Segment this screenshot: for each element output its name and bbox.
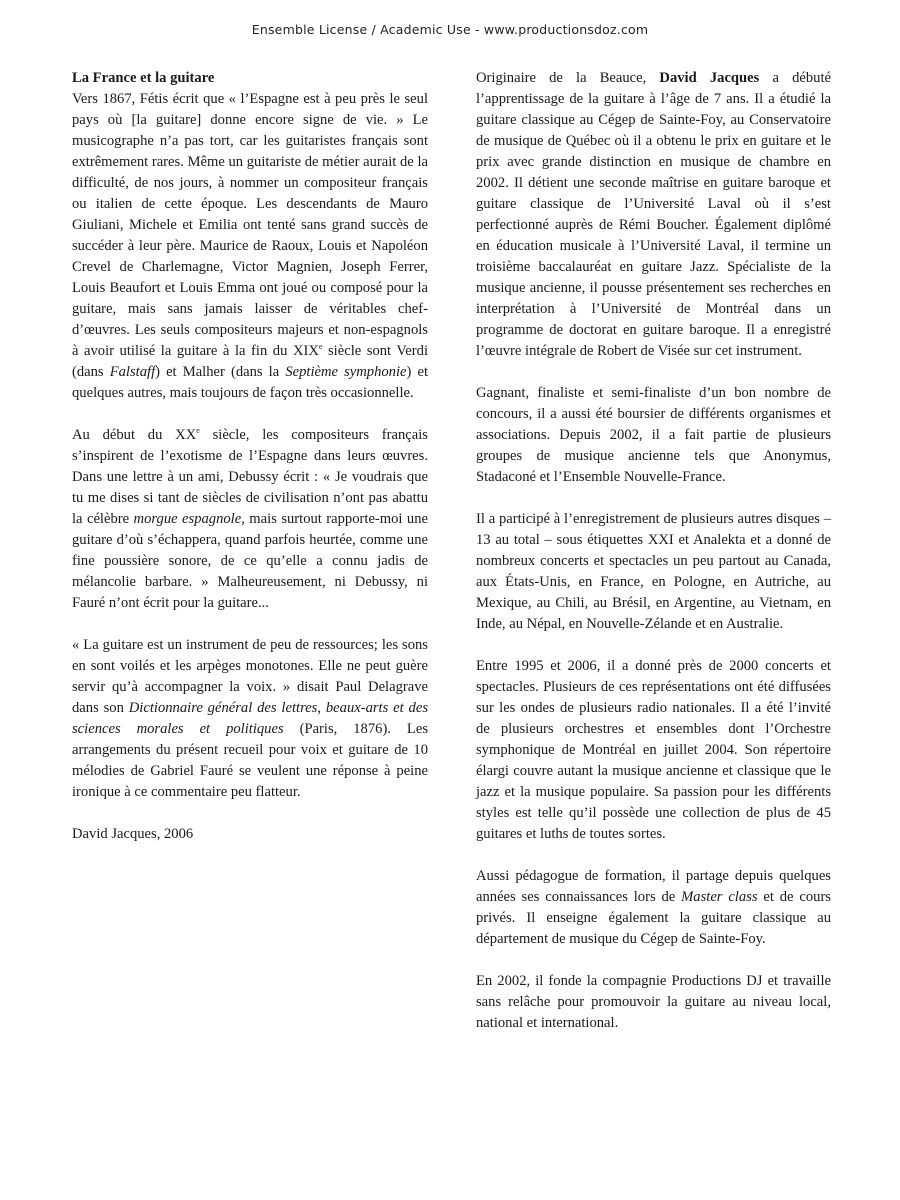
text-run: siècle sont Verdi (dans	[72, 343, 428, 380]
italic-title: Septième symphonie	[285, 364, 407, 380]
text-run: siècle, les compositeurs français s’inspirent de l’exotisme de l’Espagne dans leurs œuvres. Dans une lettre à un ami, Debussy écrit : « Je voudrais que tu me dises si tant de siècles de civilisation n’ont pas abattu la célèbre	[72, 427, 428, 527]
essay-paragraph-2	[72, 425, 428, 614]
italic-title: Dictionnaire général des lettres, beaux-arts et des sciences morales et politiques	[72, 700, 429, 737]
text-run: Originaire de la Beauce,	[476, 70, 660, 86]
text-run: a débuté l’apprentissage de la guitare à l’âge de 7 ans. Il a étudié la guitare classique au Cégep de Sainte-Foy, au Conservatoire de musique de Québec où il a obtenu le prix en guitare et le prix avec grande distinction en musique de chambre en 2002. Il détient une seconde maîtrise en guitare baroque et guitare classique de l’Université Laval où il s’est perfectionné auprès de Rémi Boucher. Également diplômé en éducation musicale à l’Université Laval, il termine un troisième baccalauréat en guitare Jazz. Spécialiste de la musique ancienne, il pousse présentement ses recherches en interprétation à l’Université de Montréal dans un programme de doctorat en guitare baroque. Il a enregistré l’œuvre intégrale de Robert de Visée sur cet instrument.	[476, 70, 831, 359]
signature: David Jacques, 2006	[72, 826, 194, 842]
text-run: Vers 1867, Fétis écrit que « l’Espagne est à peu près le seul pays où [la guitare] donne encore signe de vie. » Le musicographe n’a pas tort, car les guitaristes français sont extrêmement rares. Même un guitariste de métier aurait de la difficulté, de nos jours, à nommer un compositeur français ou italien de cette époque. Les descendants de Mauro Giuliani, Michele et Emilia ont tenté sans grand succès de succéder à leur père. Maurice de Raoux, Louis et Napoléon Crevel de Charlemagne, Victor Magnien, Joseph Ferrer, Louis Beaufort et Louis Emma ont joué ou composé pour la guitare, mais sans jamais laisser de véritables chef-d’œuvres. Les seuls compositeurs majeurs et non-espagnols à avoir utilisé la guitare à la fin du XIX	[72, 91, 428, 359]
artist-name: David Jacques	[659, 70, 760, 86]
text-run: et de cours privés. Il enseigne également la guitare classique au département de musique du Cégep de Sainte-Foy.	[476, 889, 831, 947]
bio-paragraph-3: Il a participé à l’enregistrement de plusieurs autres disques – 13 au total – sous étiquettes XXI et Analekta et a donné de nombreux concerts et spectacles un peu partout au Canada, aux États-Unis, en France, en Pologne, en Autriche, au Mexique, au Chili, au Brésil, en Argentine, au Vietnam, en Inde, au Népal, en Nouvelle-Zélande et en Australie.	[476, 511, 831, 632]
italic-phrase: morgue espagnole	[133, 511, 242, 527]
text-run: , mais surtout rapporte-moi une guitare d’où s’échappera, quand parfois heurtée, comme une fine poussière sonore, de ce qu’elle a connu jadis de mélancolie barbare. » Malheureusement, ni Debussy, ni Fauré n’ont écrit pour la guitare...	[72, 511, 428, 611]
bio-paragraph-4: Entre 1995 et 2006, il a donné près de 2000 concerts et spectacles. Plusieurs de ces représentations ont été diffusées sur les ondes de plusieurs radio nationales. Il a été l’invité de plusieurs orchestres et ensembles dont l’Orchestre symphonique de Montréal en juillet 2004. Son répertoire élargi couvre autant la musique ancienne et classique que le jazz et la musique populaire. Sa passion pour les différents styles est telle qu’il possède une collection de plus de 45 guitares et luths de toutes sortes.	[476, 658, 831, 842]
text-run: (Paris, 1876). Les arrangements du présent recueil pour voix et guitare de 10 mélodies de Gabriel Fauré se veulent une réponse à peine ironique à ce commentaire peu flatteur.	[72, 721, 428, 800]
left-column	[72, 68, 428, 866]
right-column	[476, 68, 831, 1055]
bio-paragraph-2: Gagnant, finaliste et semi-finaliste d’un bon nombre de concours, il a aussi été boursier de différents organismes et associations. Depuis 2002, il a fait partie de plusieurs groupes de musique ancienne tels que Anonymus, Stadaconé et l’Ensemble Nouvelle-France.	[476, 385, 831, 485]
essay-paragraph-3	[72, 635, 428, 803]
bio-paragraph-5	[476, 866, 831, 950]
superscript: e	[196, 426, 200, 436]
page-header: Ensemble License / Academic Use - www.productionsdoz.com	[251, 22, 649, 37]
bio-paragraph-6: En 2002, il fonde la compagnie Productions DJ et travaille sans relâche pour promouvoir la guitare au niveau local, national et international.	[476, 973, 831, 1031]
text-run: Au début du XX	[72, 427, 197, 443]
text-run: « La guitare est un instrument de peu de ressources; les sons en sont voilés et les arpèges monotones. Elle ne peut guère servir qu’à accompagner la voix. » disait Paul Delagrave dans son	[72, 637, 428, 716]
superscript: e	[318, 342, 323, 352]
text-run: ) et Malher (dans la	[155, 364, 286, 380]
text-run: ) et quelques autres, mais toujours de façon très occasionnelle.	[72, 364, 429, 401]
italic-title: Falstaff	[109, 364, 156, 380]
bio-paragraph-1	[476, 68, 831, 362]
essay-paragraph-1	[72, 68, 428, 404]
text-run: Aussi pédagogue de formation, il partage depuis quelques années ses connaissances lors de	[476, 868, 831, 905]
section-title: La France et la guitare	[72, 70, 215, 86]
italic-phrase: Master class	[681, 889, 758, 905]
